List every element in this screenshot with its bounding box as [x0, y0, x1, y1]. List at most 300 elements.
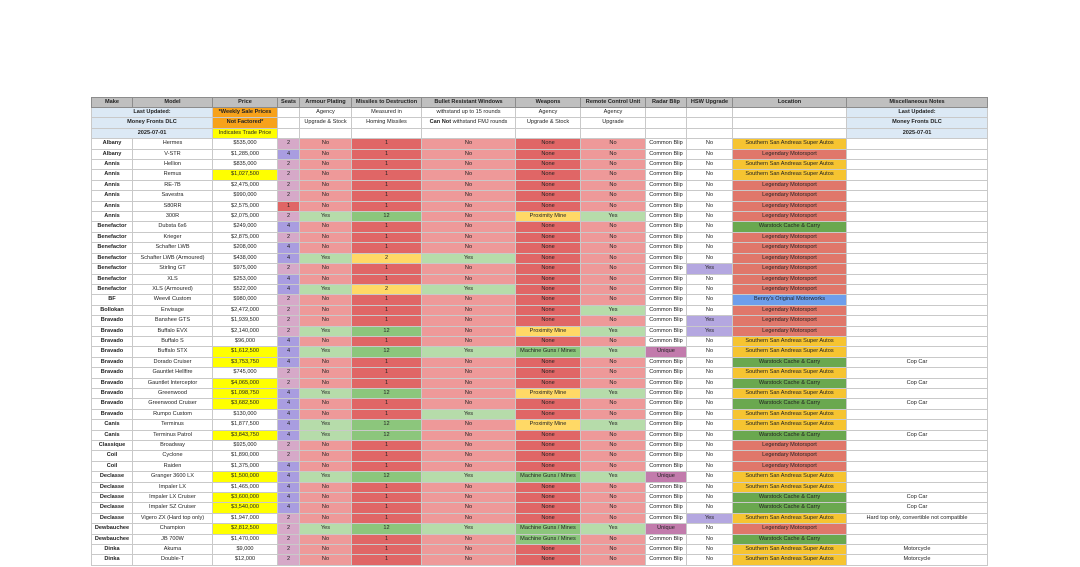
hsw-cell[interactable]: No	[687, 139, 733, 149]
rcu-cell[interactable]: No	[581, 201, 646, 211]
model-cell[interactable]: Dorado Cruiser	[133, 357, 213, 367]
missiles-cell[interactable]: 1	[352, 555, 422, 565]
make-cell[interactable]: Declasse	[92, 513, 133, 523]
location-cell[interactable]: Southern San Andreas Super Autos	[733, 336, 847, 346]
price-cell[interactable]: $2,075,000	[213, 212, 278, 222]
seats-cell[interactable]: 2	[278, 295, 300, 305]
price-cell[interactable]: $522,000	[213, 284, 278, 294]
location-cell[interactable]: Legendary Motorsport	[733, 253, 847, 263]
missiles-cell[interactable]: 1	[352, 222, 422, 232]
hsw-cell[interactable]: No	[687, 534, 733, 544]
price-cell[interactable]: $3,843,750	[213, 430, 278, 440]
weapons-cell[interactable]: None	[516, 264, 581, 274]
missiles-cell[interactable]: 12	[352, 524, 422, 534]
radar-blip-cell[interactable]: Common Blip	[646, 482, 687, 492]
radar-blip-cell[interactable]: Common Blip	[646, 326, 687, 336]
brw-cell[interactable]: No	[422, 160, 516, 170]
hsw-cell[interactable]: No	[687, 243, 733, 253]
seats-cell[interactable]: 1	[278, 201, 300, 211]
table-row[interactable]	[92, 347, 988, 357]
table-row[interactable]	[92, 420, 988, 430]
weapons-cell[interactable]: None	[516, 305, 581, 315]
table-row[interactable]	[92, 222, 988, 232]
price-cell[interactable]: $1,470,000	[213, 534, 278, 544]
seats-cell[interactable]: 4	[278, 347, 300, 357]
price-cell[interactable]: $1,375,000	[213, 461, 278, 471]
price-cell[interactable]: $438,000	[213, 253, 278, 263]
missiles-cell[interactable]: 1	[352, 305, 422, 315]
notes-cell[interactable]	[847, 524, 988, 534]
missiles-cell[interactable]: 1	[352, 160, 422, 170]
table-row[interactable]	[92, 388, 988, 398]
model-cell[interactable]: Impaler LX Cruiser	[133, 493, 213, 503]
make-cell[interactable]: Dinka	[92, 555, 133, 565]
location-cell[interactable]: Warstock Cache & Carry	[733, 430, 847, 440]
table-row[interactable]	[92, 316, 988, 326]
seats-cell[interactable]: 4	[278, 388, 300, 398]
col-header-price[interactable]: Price	[213, 98, 278, 108]
brw-cell[interactable]: No	[422, 316, 516, 326]
missiles-cell[interactable]: 1	[352, 149, 422, 159]
price-cell[interactable]: $925,000	[213, 441, 278, 451]
location-cell[interactable]: Benny's Original Motorworks	[733, 295, 847, 305]
model-cell[interactable]: S80RR	[133, 201, 213, 211]
weapons-cell[interactable]: None	[516, 222, 581, 232]
make-cell[interactable]: Bravado	[92, 368, 133, 378]
model-cell[interactable]: Cyclone	[133, 451, 213, 461]
weapons-cell[interactable]: None	[516, 399, 581, 409]
armour-cell[interactable]: No	[300, 555, 352, 565]
hsw-cell[interactable]: No	[687, 493, 733, 503]
weapons-cell[interactable]: None	[516, 243, 581, 253]
armour-cell[interactable]: No	[300, 180, 352, 190]
notes-cell[interactable]	[847, 326, 988, 336]
seats-cell[interactable]: 4	[278, 253, 300, 263]
price-cell[interactable]: $96,000	[213, 336, 278, 346]
make-cell[interactable]: Coil	[92, 461, 133, 471]
brw-cell[interactable]: No	[422, 513, 516, 523]
brw-cell[interactable]: No	[422, 232, 516, 242]
make-cell[interactable]: Bravado	[92, 409, 133, 419]
table-row[interactable]	[92, 274, 988, 284]
hsw-cell[interactable]: No	[687, 378, 733, 388]
make-cell[interactable]: Bravado	[92, 399, 133, 409]
rcu-cell[interactable]: No	[581, 139, 646, 149]
notes-cell[interactable]	[847, 295, 988, 305]
brw-cell[interactable]: No	[422, 555, 516, 565]
table-row[interactable]	[92, 295, 988, 305]
weapons-cell[interactable]: None	[516, 274, 581, 284]
weapons-cell[interactable]: None	[516, 232, 581, 242]
price-cell[interactable]: $1,285,000	[213, 149, 278, 159]
notes-cell[interactable]	[847, 482, 988, 492]
missiles-cell[interactable]: 1	[352, 295, 422, 305]
brw-cell[interactable]: Yes	[422, 524, 516, 534]
radar-blip-cell[interactable]: Common Blip	[646, 222, 687, 232]
brw-cell[interactable]: No	[422, 534, 516, 544]
missiles-cell[interactable]: 1	[352, 545, 422, 555]
notes-cell[interactable]: Cop Car	[847, 503, 988, 513]
notes-cell[interactable]	[847, 243, 988, 253]
table-row[interactable]	[92, 441, 988, 451]
notes-cell[interactable]	[847, 368, 988, 378]
radar-blip-cell[interactable]: Common Blip	[646, 149, 687, 159]
model-cell[interactable]: Impaler SZ Cruiser	[133, 503, 213, 513]
price-cell[interactable]: $2,140,000	[213, 326, 278, 336]
missiles-cell[interactable]: 1	[352, 409, 422, 419]
rcu-cell[interactable]: No	[581, 409, 646, 419]
brw-cell[interactable]: No	[422, 139, 516, 149]
missiles-cell[interactable]: 12	[352, 326, 422, 336]
hsw-cell[interactable]: No	[687, 461, 733, 471]
col-header-armour[interactable]: Armour Plating	[300, 98, 352, 108]
rcu-cell[interactable]: No	[581, 368, 646, 378]
model-cell[interactable]: Stirling GT	[133, 264, 213, 274]
table-row[interactable]	[92, 336, 988, 346]
model-cell[interactable]: Dubsta 6x6	[133, 222, 213, 232]
hsw-cell[interactable]: No	[687, 503, 733, 513]
price-cell[interactable]: $745,000	[213, 368, 278, 378]
make-cell[interactable]: Bravado	[92, 357, 133, 367]
armour-cell[interactable]: No	[300, 441, 352, 451]
col-header-hsw[interactable]: HSW Upgrade	[687, 98, 733, 108]
missiles-cell[interactable]: 1	[352, 503, 422, 513]
hsw-cell[interactable]: No	[687, 149, 733, 159]
rcu-cell[interactable]: Yes	[581, 326, 646, 336]
table-row[interactable]	[92, 264, 988, 274]
rcu-cell[interactable]: No	[581, 534, 646, 544]
weapons-cell[interactable]: None	[516, 180, 581, 190]
brw-cell[interactable]: No	[422, 461, 516, 471]
price-cell[interactable]: $2,472,000	[213, 305, 278, 315]
model-cell[interactable]: Banshee GTS	[133, 316, 213, 326]
price-cell[interactable]: $1,612,500	[213, 347, 278, 357]
armour-cell[interactable]: No	[300, 378, 352, 388]
seats-cell[interactable]: 4	[278, 482, 300, 492]
model-cell[interactable]: Impaler LX	[133, 482, 213, 492]
weapons-cell[interactable]: None	[516, 368, 581, 378]
armour-cell[interactable]: Yes	[300, 388, 352, 398]
table-row[interactable]	[92, 555, 988, 565]
seats-cell[interactable]: 4	[278, 472, 300, 482]
make-cell[interactable]: Declasse	[92, 493, 133, 503]
armour-cell[interactable]: Yes	[300, 420, 352, 430]
location-cell[interactable]: Warstock Cache & Carry	[733, 534, 847, 544]
model-cell[interactable]: Weevil Custom	[133, 295, 213, 305]
weapons-cell[interactable]: None	[516, 139, 581, 149]
brw-cell[interactable]: No	[422, 493, 516, 503]
model-cell[interactable]: Savestra	[133, 191, 213, 201]
missiles-cell[interactable]: 1	[352, 232, 422, 242]
radar-blip-cell[interactable]: Common Blip	[646, 461, 687, 471]
radar-blip-cell[interactable]: Common Blip	[646, 357, 687, 367]
price-cell[interactable]: $4,065,000	[213, 378, 278, 388]
notes-cell[interactable]	[847, 201, 988, 211]
weapons-cell[interactable]: None	[516, 284, 581, 294]
hsw-cell[interactable]: No	[687, 336, 733, 346]
missiles-cell[interactable]: 1	[352, 461, 422, 471]
radar-blip-cell[interactable]: Common Blip	[646, 451, 687, 461]
brw-cell[interactable]: No	[422, 305, 516, 315]
table-row[interactable]	[92, 149, 988, 159]
make-cell[interactable]: Bravado	[92, 336, 133, 346]
weapons-cell[interactable]: None	[516, 149, 581, 159]
missiles-cell[interactable]: 1	[352, 534, 422, 544]
armour-cell[interactable]: No	[300, 534, 352, 544]
seats-cell[interactable]: 4	[278, 149, 300, 159]
notes-cell[interactable]	[847, 305, 988, 315]
weapons-cell[interactable]: Machine Guns / Mines	[516, 347, 581, 357]
hsw-cell[interactable]: No	[687, 201, 733, 211]
notes-cell[interactable]	[847, 451, 988, 461]
hsw-cell[interactable]: No	[687, 555, 733, 565]
hsw-cell[interactable]: No	[687, 222, 733, 232]
col-header-rcu[interactable]: Remote Control Unit	[581, 98, 646, 108]
hsw-cell[interactable]: No	[687, 472, 733, 482]
model-cell[interactable]: Gauntlet Interceptor	[133, 378, 213, 388]
model-cell[interactable]: Raiden	[133, 461, 213, 471]
weapons-cell[interactable]: None	[516, 555, 581, 565]
rcu-cell[interactable]: No	[581, 451, 646, 461]
col-header-brw[interactable]: Bullet Resistant Windows	[422, 98, 516, 108]
model-cell[interactable]: Buffalo STX	[133, 347, 213, 357]
model-cell[interactable]: Gauntlet Hellfire	[133, 368, 213, 378]
col-header-make[interactable]: Make	[92, 98, 133, 108]
table-row[interactable]	[92, 493, 988, 503]
table-row[interactable]	[92, 201, 988, 211]
price-cell[interactable]: $208,000	[213, 243, 278, 253]
location-cell[interactable]: Warstock Cache & Carry	[733, 357, 847, 367]
rcu-cell[interactable]: Yes	[581, 305, 646, 315]
notes-cell[interactable]	[847, 191, 988, 201]
armour-cell[interactable]: No	[300, 139, 352, 149]
location-cell[interactable]: Legendary Motorsport	[733, 461, 847, 471]
brw-cell[interactable]: No	[422, 357, 516, 367]
seats-cell[interactable]: 4	[278, 274, 300, 284]
seats-cell[interactable]: 4	[278, 430, 300, 440]
notes-cell[interactable]: Cop Car	[847, 493, 988, 503]
missiles-cell[interactable]: 2	[352, 284, 422, 294]
hsw-cell[interactable]: No	[687, 357, 733, 367]
weapons-cell[interactable]: None	[516, 160, 581, 170]
price-cell[interactable]: $535,000	[213, 139, 278, 149]
rcu-cell[interactable]: No	[581, 503, 646, 513]
table-row[interactable]	[92, 409, 988, 419]
notes-cell[interactable]: Cop Car	[847, 357, 988, 367]
armour-cell[interactable]: No	[300, 399, 352, 409]
make-cell[interactable]: Benefactor	[92, 243, 133, 253]
seats-cell[interactable]: 2	[278, 305, 300, 315]
brw-cell[interactable]: No	[422, 441, 516, 451]
hsw-cell[interactable]: No	[687, 409, 733, 419]
armour-cell[interactable]: No	[300, 451, 352, 461]
notes-cell[interactable]	[847, 347, 988, 357]
hsw-cell[interactable]: No	[687, 441, 733, 451]
radar-blip-cell[interactable]: Common Blip	[646, 274, 687, 284]
weapons-cell[interactable]: None	[516, 316, 581, 326]
table-row[interactable]	[92, 534, 988, 544]
table-row[interactable]	[92, 461, 988, 471]
seats-cell[interactable]: 2	[278, 378, 300, 388]
make-cell[interactable]: Benefactor	[92, 253, 133, 263]
radar-blip-cell[interactable]: Common Blip	[646, 399, 687, 409]
weapons-cell[interactable]: Machine Guns / Mines	[516, 534, 581, 544]
notes-cell[interactable]	[847, 160, 988, 170]
missiles-cell[interactable]: 1	[352, 482, 422, 492]
table-row[interactable]	[92, 305, 988, 315]
armour-cell[interactable]: No	[300, 368, 352, 378]
table-row[interactable]	[92, 284, 988, 294]
seats-cell[interactable]: 4	[278, 357, 300, 367]
rcu-cell[interactable]: No	[581, 441, 646, 451]
make-cell[interactable]: Annis	[92, 191, 133, 201]
brw-cell[interactable]: Yes	[422, 253, 516, 263]
armour-cell[interactable]: No	[300, 170, 352, 180]
armour-cell[interactable]: No	[300, 503, 352, 513]
hsw-cell[interactable]: No	[687, 399, 733, 409]
seats-cell[interactable]: 2	[278, 545, 300, 555]
location-cell[interactable]: Warstock Cache & Carry	[733, 493, 847, 503]
armour-cell[interactable]: No	[300, 545, 352, 555]
rcu-cell[interactable]: No	[581, 493, 646, 503]
hsw-cell[interactable]: Yes	[687, 316, 733, 326]
table-row[interactable]	[92, 378, 988, 388]
location-cell[interactable]: Legendary Motorsport	[733, 191, 847, 201]
seats-cell[interactable]: 4	[278, 399, 300, 409]
table-row[interactable]	[92, 368, 988, 378]
col-header-weapons[interactable]: Weapons	[516, 98, 581, 108]
notes-cell[interactable]	[847, 274, 988, 284]
rcu-cell[interactable]: No	[581, 264, 646, 274]
rcu-cell[interactable]: No	[581, 274, 646, 284]
table-row[interactable]	[92, 191, 988, 201]
make-cell[interactable]: Benefactor	[92, 222, 133, 232]
col-header-notes[interactable]: Miscellaneous Notes	[847, 98, 988, 108]
missiles-cell[interactable]: 1	[352, 451, 422, 461]
notes-cell[interactable]	[847, 336, 988, 346]
notes-cell[interactable]	[847, 472, 988, 482]
hsw-cell[interactable]: No	[687, 284, 733, 294]
hsw-cell[interactable]: No	[687, 295, 733, 305]
missiles-cell[interactable]: 1	[352, 336, 422, 346]
armour-cell[interactable]: Yes	[300, 430, 352, 440]
rcu-cell[interactable]: No	[581, 357, 646, 367]
location-cell[interactable]: Southern San Andreas Super Autos	[733, 388, 847, 398]
brw-cell[interactable]: No	[422, 201, 516, 211]
make-cell[interactable]: Benefactor	[92, 232, 133, 242]
armour-cell[interactable]: No	[300, 149, 352, 159]
brw-cell[interactable]: No	[422, 545, 516, 555]
armour-cell[interactable]: No	[300, 357, 352, 367]
model-cell[interactable]: Rumpo Custom	[133, 409, 213, 419]
price-cell[interactable]: $835,000	[213, 160, 278, 170]
location-cell[interactable]: Legendary Motorsport	[733, 451, 847, 461]
missiles-cell[interactable]: 12	[352, 212, 422, 222]
rcu-cell[interactable]: Yes	[581, 472, 646, 482]
armour-cell[interactable]: No	[300, 232, 352, 242]
location-cell[interactable]: Southern San Andreas Super Autos	[733, 513, 847, 523]
location-cell[interactable]: Legendary Motorsport	[733, 232, 847, 242]
make-cell[interactable]: Bravado	[92, 316, 133, 326]
seats-cell[interactable]: 2	[278, 139, 300, 149]
notes-cell[interactable]	[847, 212, 988, 222]
location-cell[interactable]: Southern San Andreas Super Autos	[733, 482, 847, 492]
model-cell[interactable]: Hermes	[133, 139, 213, 149]
rcu-cell[interactable]: No	[581, 513, 646, 523]
notes-cell[interactable]: Cop Car	[847, 378, 988, 388]
model-cell[interactable]: Double-T	[133, 555, 213, 565]
notes-cell[interactable]	[847, 253, 988, 263]
armour-cell[interactable]: Yes	[300, 212, 352, 222]
price-cell[interactable]: $249,000	[213, 222, 278, 232]
rcu-cell[interactable]: Yes	[581, 212, 646, 222]
notes-cell[interactable]	[847, 284, 988, 294]
brw-cell[interactable]: No	[422, 222, 516, 232]
model-cell[interactable]: Greenwood Cruiser	[133, 399, 213, 409]
location-cell[interactable]: Legendary Motorsport	[733, 264, 847, 274]
seats-cell[interactable]: 4	[278, 222, 300, 232]
weapons-cell[interactable]: None	[516, 191, 581, 201]
seats-cell[interactable]: 4	[278, 503, 300, 513]
missiles-cell[interactable]: 1	[352, 243, 422, 253]
weapons-cell[interactable]: None	[516, 378, 581, 388]
weapons-cell[interactable]: None	[516, 482, 581, 492]
missiles-cell[interactable]: 1	[352, 399, 422, 409]
radar-blip-cell[interactable]: Common Blip	[646, 170, 687, 180]
rcu-cell[interactable]: No	[581, 545, 646, 555]
model-cell[interactable]: Buffalo S	[133, 336, 213, 346]
location-cell[interactable]: Legendary Motorsport	[733, 326, 847, 336]
armour-cell[interactable]: No	[300, 316, 352, 326]
radar-blip-cell[interactable]: Common Blip	[646, 409, 687, 419]
rcu-cell[interactable]: No	[581, 191, 646, 201]
make-cell[interactable]: Bravado	[92, 326, 133, 336]
price-cell[interactable]: $1,500,000	[213, 472, 278, 482]
make-cell[interactable]: Canis	[92, 430, 133, 440]
rcu-cell[interactable]: No	[581, 253, 646, 263]
make-cell[interactable]: Dinka	[92, 545, 133, 555]
notes-cell[interactable]	[847, 409, 988, 419]
model-cell[interactable]: Schafter LWB (Armoured)	[133, 253, 213, 263]
armour-cell[interactable]: Yes	[300, 326, 352, 336]
seats-cell[interactable]: 4	[278, 493, 300, 503]
radar-blip-cell[interactable]: Common Blip	[646, 253, 687, 263]
table-row[interactable]	[92, 430, 988, 440]
hsw-cell[interactable]: No	[687, 420, 733, 430]
hsw-cell[interactable]: No	[687, 170, 733, 180]
price-cell[interactable]: $9,000	[213, 545, 278, 555]
weapons-cell[interactable]: None	[516, 461, 581, 471]
radar-blip-cell[interactable]: Common Blip	[646, 534, 687, 544]
rcu-cell[interactable]: No	[581, 336, 646, 346]
brw-cell[interactable]: Yes	[422, 409, 516, 419]
radar-blip-cell[interactable]: Common Blip	[646, 139, 687, 149]
rcu-cell[interactable]: No	[581, 149, 646, 159]
seats-cell[interactable]: 2	[278, 264, 300, 274]
radar-blip-cell[interactable]: Common Blip	[646, 545, 687, 555]
brw-cell[interactable]: Yes	[422, 472, 516, 482]
table-row[interactable]	[92, 212, 988, 222]
brw-cell[interactable]: No	[422, 378, 516, 388]
missiles-cell[interactable]: 1	[352, 316, 422, 326]
seats-cell[interactable]: 2	[278, 180, 300, 190]
location-cell[interactable]: Legendary Motorsport	[733, 524, 847, 534]
price-cell[interactable]: $975,000	[213, 264, 278, 274]
seats-cell[interactable]: 2	[278, 368, 300, 378]
price-cell[interactable]: $1,890,000	[213, 451, 278, 461]
make-cell[interactable]: Bravado	[92, 347, 133, 357]
weapons-cell[interactable]: Machine Guns / Mines	[516, 524, 581, 534]
